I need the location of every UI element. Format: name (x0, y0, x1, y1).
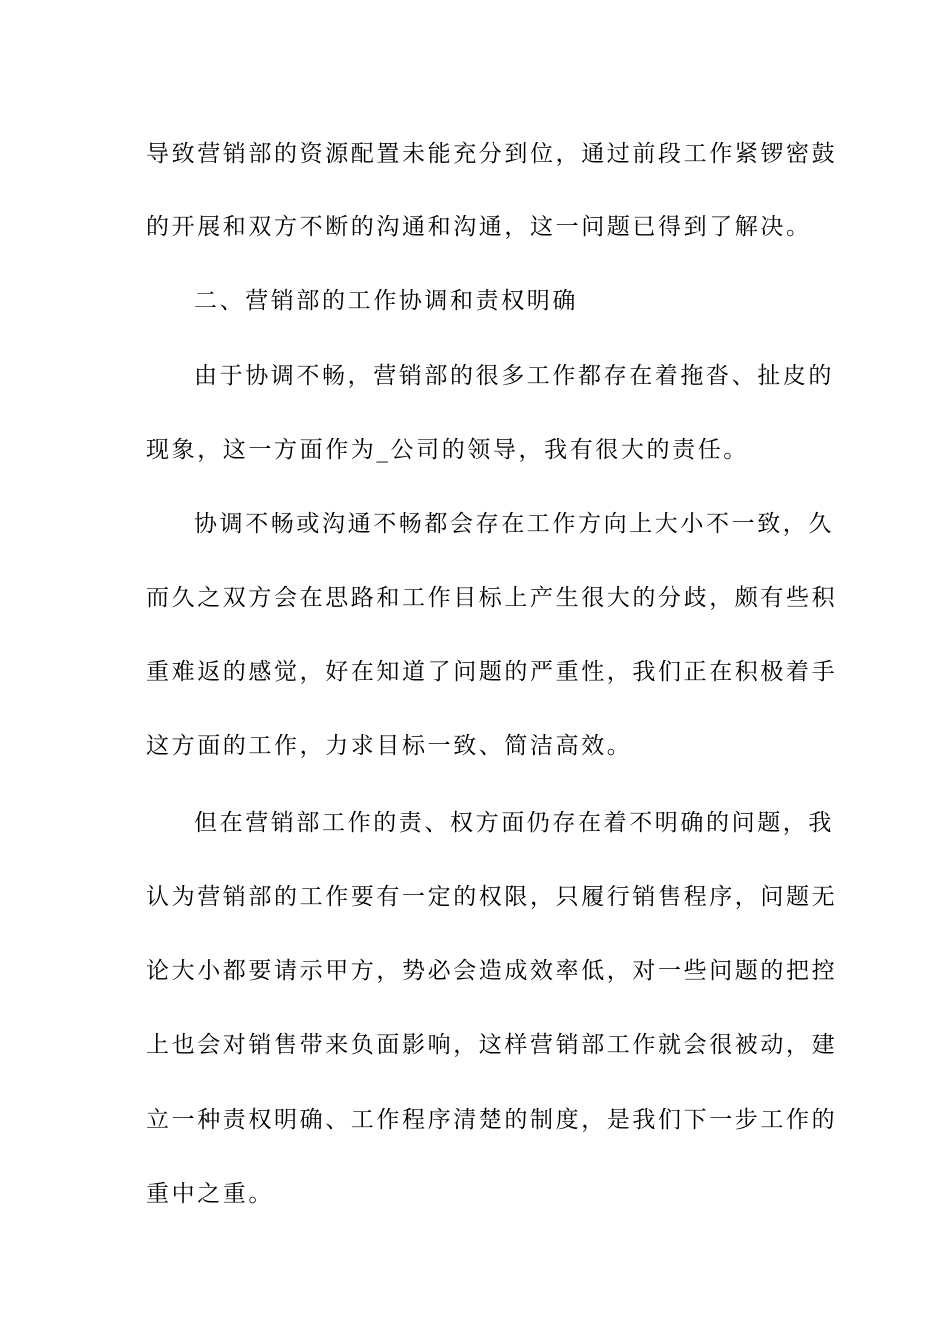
paragraph-line: 重中之重。 (146, 1181, 274, 1207)
paragraph-line: 但在营销部工作的责、权方面仍存在着不明确的问题，我 (194, 810, 834, 836)
paragraph-line: 而久之双方会在思路和工作目标上产生很大的分歧，颇有些积 (146, 585, 838, 611)
paragraph-line: 认为营销部的工作要有一定的权限，只履行销售程序，问题无 (146, 884, 838, 910)
paragraph-line: 重难返的感觉，好在知道了问题的严重性，我们正在积极着手 (146, 659, 838, 685)
paragraph-line: 这方面的工作，力求目标一致、简洁高效。 (146, 733, 633, 759)
paragraph-line: 现象，这一方面作为_公司的领导，我有很大的责任。 (146, 437, 749, 463)
section-heading: 二、营销部的工作协调和责权明确 (194, 288, 578, 314)
paragraph-line: 论大小都要请示甲方，势必会造成效率低，对一些问题的把控 (146, 958, 838, 984)
paragraph-line: 导致营销部的资源配置未能充分到位，通过前段工作紧锣密鼓 (146, 141, 838, 167)
paragraph-line: 的开展和双方不断的沟通和沟通，这一问题已得到了解决。 (146, 214, 812, 240)
paragraph-line: 由于协调不畅，营销部的很多工作都存在着拖沓、扯皮的 (194, 363, 834, 389)
paragraph-line: 上也会对销售带来负面影响，这样营销部工作就会很被动，建 (146, 1032, 838, 1058)
paragraph-line: 协调不畅或沟通不畅都会存在工作方向上大小不一致，久 (194, 511, 834, 537)
paragraph-line: 立一种责权明确、工作程序清楚的制度，是我们下一步工作的 (146, 1107, 838, 1133)
